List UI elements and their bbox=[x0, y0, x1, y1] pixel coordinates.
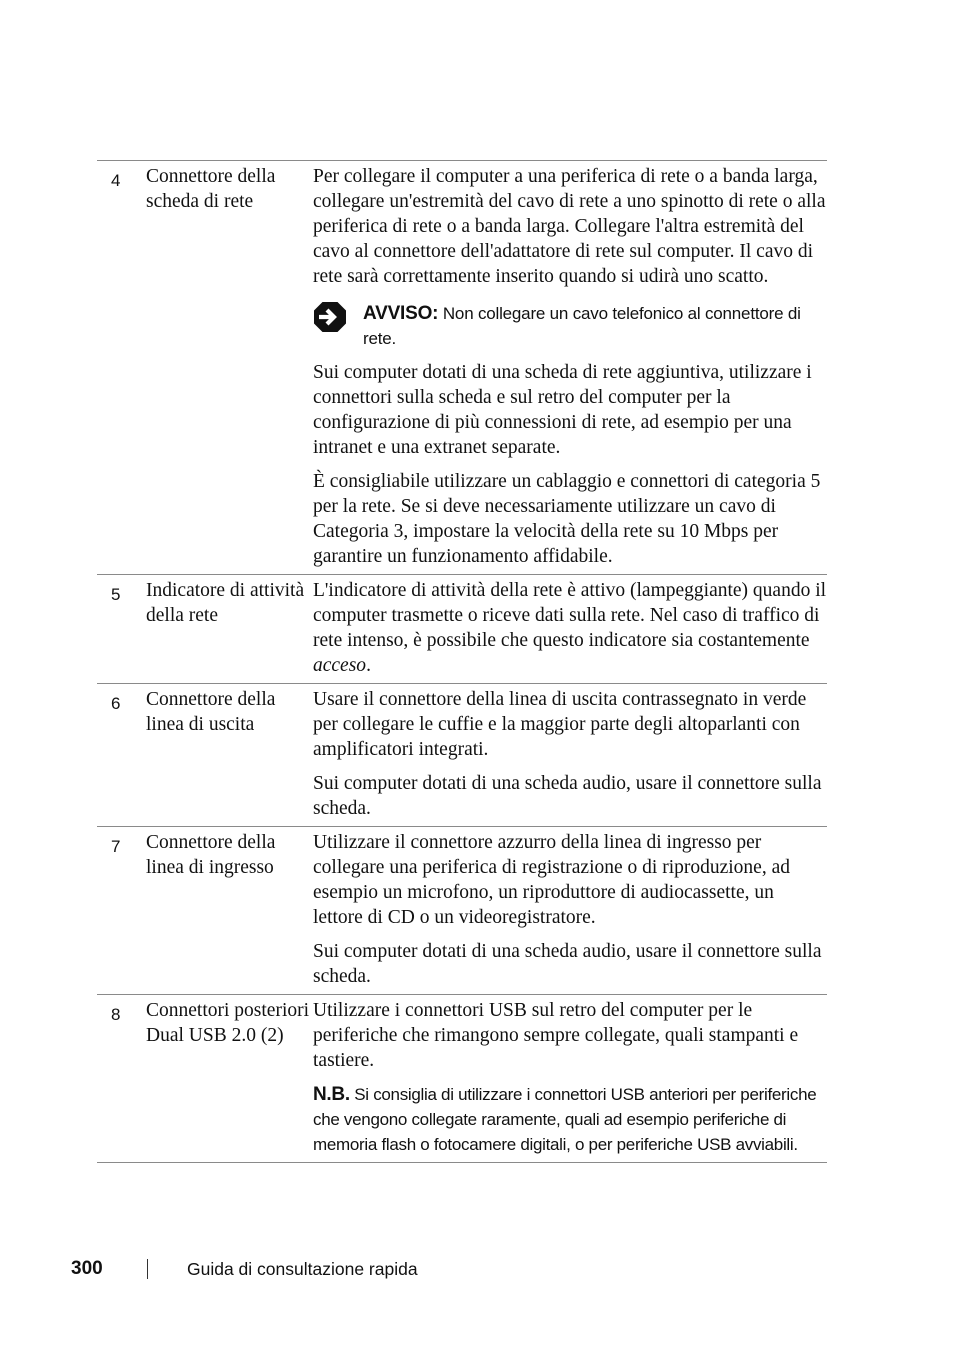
description-paragraph bbox=[313, 578, 827, 678]
row-number: 7 bbox=[111, 837, 121, 856]
row-description bbox=[313, 161, 827, 574]
notice-title: AVVISO: bbox=[363, 303, 439, 324]
row-number: 6 bbox=[111, 694, 121, 713]
table-row bbox=[97, 574, 827, 683]
description-paragraph: Utilizzare il connettore azzurro della linea di ingresso per collegare una periferica di registrazione o di riproduzione, ad esempio un microfono, un riproduttore di audiocassette, un lettore di CD o un videoregistratore. bbox=[313, 832, 790, 928]
paragraph-text: L'indicatore di attività della rete è attivo (lampeggiante) quando il computer trasmette o riceve dati sulla rete. Nel caso di traffico di rete intenso, è possibile che questo indicatore sia costantemente bbox=[313, 580, 827, 651]
row-description bbox=[313, 684, 827, 826]
row-label: Connettore della scheda di rete bbox=[146, 166, 276, 212]
notice-icon bbox=[313, 301, 363, 351]
notice-text bbox=[363, 301, 827, 351]
description-paragraph: Per collegare il computer a una periferica di rete o a banda larga, collegare un'estremità del cavo di rete a uno spinotto di rete o alla periferica di rete o a banda larga. Collegare l'altra estremità del cavo al connettore dell'adattatore di rete sul computer. Il cavo di rete sarà correttamente inserito quando si udirà uno scatto. bbox=[313, 166, 826, 287]
table-row bbox=[97, 160, 827, 574]
table-row bbox=[97, 826, 827, 994]
notice-box bbox=[313, 301, 827, 351]
row-description bbox=[313, 995, 827, 1162]
table-row bbox=[97, 683, 827, 826]
note-title: N.B. bbox=[313, 1084, 350, 1105]
row-description bbox=[313, 575, 827, 683]
paragraph-end: . bbox=[366, 655, 371, 676]
row-label: Connettore della linea di ingresso bbox=[146, 832, 276, 878]
description-paragraph: Utilizzare i connettori USB sul retro del computer per le periferiche che rimangono sempre collegate, quali stampanti e tastiere. bbox=[313, 1000, 799, 1071]
row-label: Connettori posteriori Dual USB 2.0 (2) bbox=[146, 1000, 310, 1046]
description-paragraph: Usare il connettore della linea di uscita contrassegnato in verde per collegare le cuffie e la maggior parte degli altoparlanti con amplificatori integrati. bbox=[313, 689, 807, 760]
connector-table bbox=[97, 160, 827, 1163]
note-box bbox=[313, 1082, 827, 1157]
paragraph-italic: acceso bbox=[313, 655, 367, 676]
notice-body: Non collegare un cavo telefonico al connettore di rete. bbox=[363, 304, 801, 348]
note-body: Si consiglia di utilizzare i connettori USB anteriori per periferiche che vengono collegate raramente, quali ad esempio periferiche di memoria flash o fotocamere digitali, o per periferiche USB avviabili. bbox=[313, 1085, 817, 1154]
description-paragraph: Sui computer dotati di una scheda audio, usare il connettore sulla scheda. bbox=[313, 941, 822, 987]
row-label: Indicatore di attività della rete bbox=[146, 580, 305, 626]
row-number: 5 bbox=[111, 585, 121, 604]
footer-title: Guida di consultazione rapida bbox=[187, 1258, 418, 1279]
page-number: 300 bbox=[71, 1258, 103, 1279]
row-number: 4 bbox=[111, 171, 121, 190]
description-paragraph: È consigliabile utilizzare un cablaggio e connettori di categoria 5 per la rete. Se si deve necessariamente utilizzare un cavo di Categoria 3, impostare la velocità della rete su 10 Mbps per garantire un funzionamento affidabile. bbox=[313, 471, 821, 567]
table-row bbox=[97, 994, 827, 1163]
page-footer bbox=[71, 1258, 418, 1280]
row-number: 8 bbox=[111, 1005, 121, 1024]
footer-divider bbox=[147, 1259, 148, 1279]
row-description bbox=[313, 827, 827, 994]
row-label: Connettore della linea di uscita bbox=[146, 689, 276, 735]
description-paragraph: Sui computer dotati di una scheda audio, usare il connettore sulla scheda. bbox=[313, 773, 822, 819]
description-paragraph: Sui computer dotati di una scheda di rete aggiuntiva, utilizzare i connettori sulla scheda e sul retro del computer per la configurazione di più connessioni di rete, ad esempio per una intranet e una extranet separate. bbox=[313, 362, 812, 458]
